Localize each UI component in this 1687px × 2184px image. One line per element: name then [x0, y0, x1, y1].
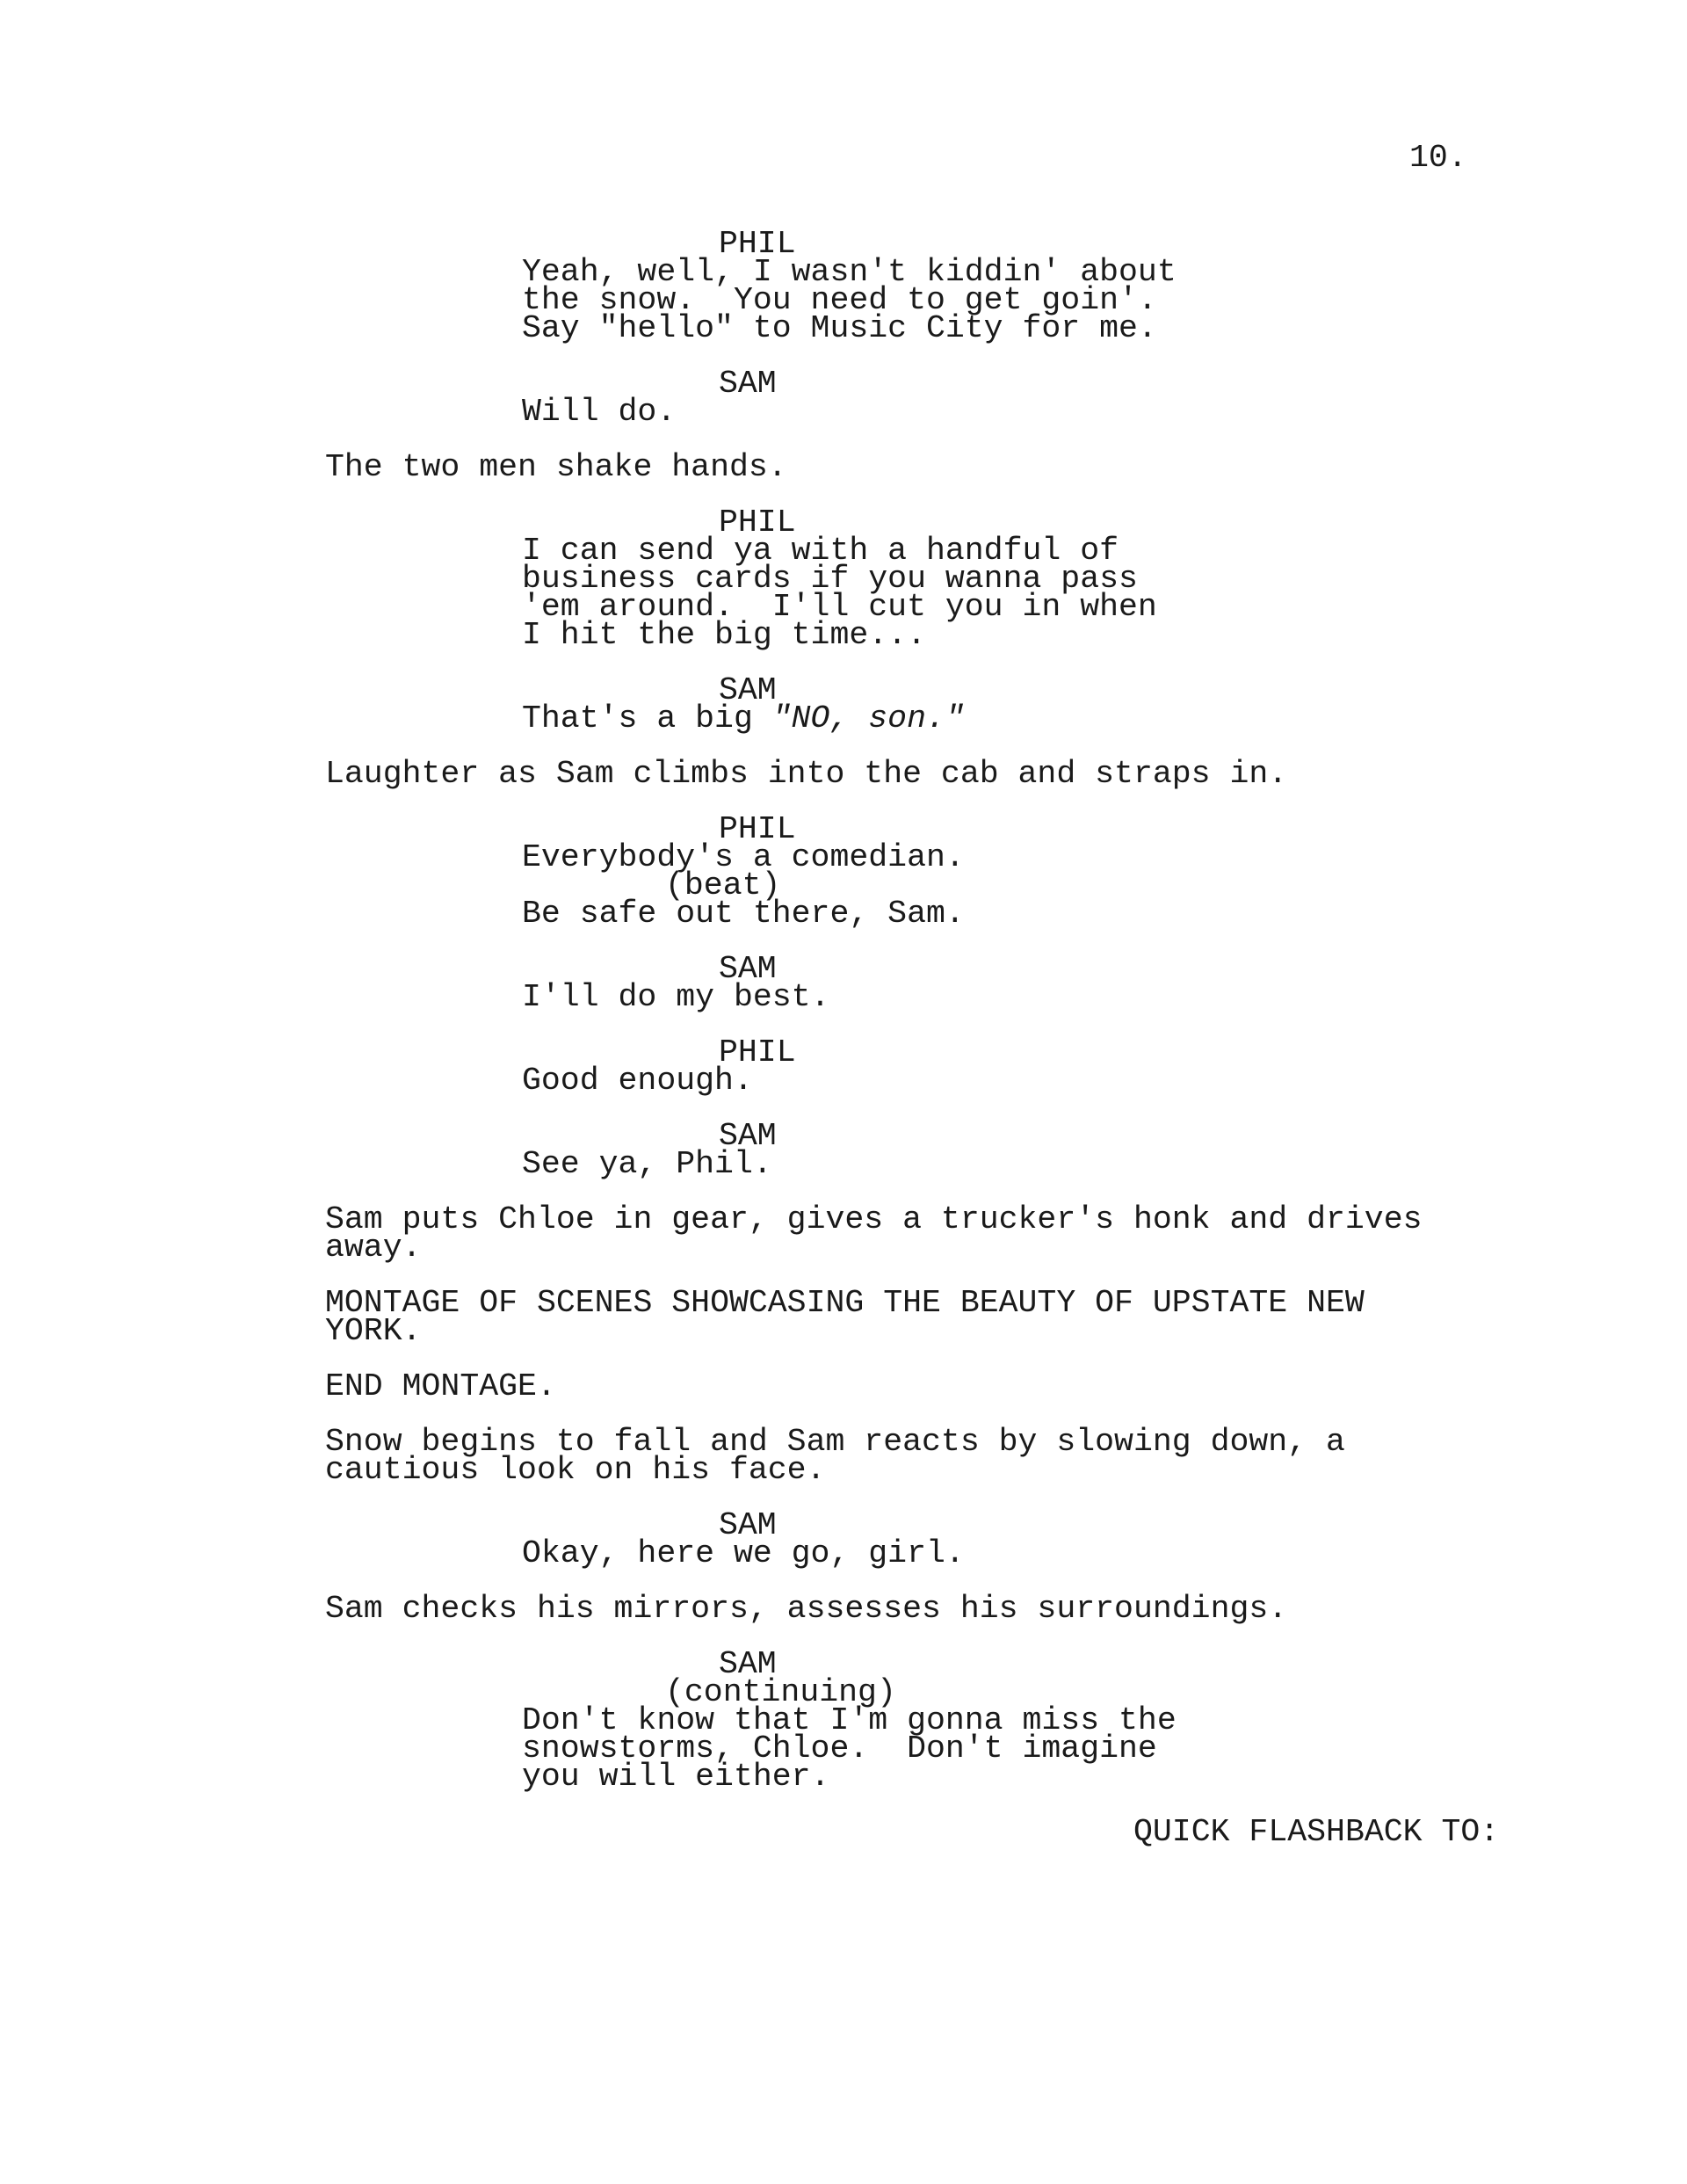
character-name: PHIL	[719, 226, 796, 262]
dialogue-line: I'll do my best.	[522, 979, 830, 1015]
character-name: SAM	[719, 1507, 777, 1543]
character-name: PHIL	[719, 504, 796, 541]
action-line: END MONTAGE.	[325, 1368, 556, 1404]
transition: QUICK FLASHBACK TO:	[1133, 1814, 1500, 1850]
action-line: Laughter as Sam climbs into the cab and straps in.	[325, 756, 1288, 792]
dialogue-line: Okay, here we go, girl.	[522, 1535, 965, 1571]
dialogue-line: I can send ya with a handful of	[522, 533, 1119, 569]
dialogue-line: Yeah, well, I wasn't kiddin' about	[522, 254, 1177, 290]
character-name: PHIL	[719, 811, 796, 847]
parenthetical: (continuing)	[665, 1674, 896, 1710]
dialogue-text: That's a big	[522, 700, 772, 736]
action-line: MONTAGE OF SCENES SHOWCASING THE BEAUTY OF UPSTATE NEW	[325, 1285, 1365, 1321]
dialogue-line: 'em around. I'll cut you in when	[522, 589, 1157, 625]
dialogue-line: snowstorms, Chloe. Don't imagine	[522, 1731, 1157, 1767]
dialogue-line: you will either.	[522, 1759, 830, 1795]
dialogue-line: business cards if you wanna pass	[522, 561, 1138, 597]
action-line: Sam puts Chloe in gear, gives a trucker's honk and drives	[325, 1201, 1423, 1237]
dialogue-line: Everybody's a comedian.	[522, 839, 965, 875]
dialogue-line: Will do.	[522, 394, 677, 430]
dialogue-emphasis: "NO, son."	[771, 700, 965, 736]
dialogue-line: Say "hello" to Music City for me.	[522, 310, 1157, 346]
action-line: Sam checks his mirrors, assesses his surroundings.	[325, 1591, 1288, 1627]
character-name: SAM	[719, 366, 777, 402]
page-number: 10.	[1409, 140, 1467, 176]
action-line: The two men shake hands.	[325, 449, 787, 485]
dialogue-line: Be safe out there, Sam.	[522, 896, 965, 932]
dialogue-line	[522, 700, 965, 736]
action-line: away.	[325, 1230, 422, 1266]
parenthetical: (beat)	[665, 867, 781, 903]
dialogue-line: I hit the big time...	[522, 617, 926, 653]
character-name: SAM	[719, 951, 777, 987]
dialogue-line: Good enough.	[522, 1063, 753, 1099]
character-name: SAM	[719, 1118, 777, 1154]
character-name: PHIL	[719, 1034, 796, 1070]
character-name: SAM	[719, 1646, 777, 1682]
action-line: cautious look on his face.	[325, 1452, 826, 1488]
action-line: YORK.	[325, 1313, 422, 1349]
dialogue-line: See ya, Phil.	[522, 1146, 772, 1182]
dialogue-line: Don't know that I'm gonna miss the	[522, 1702, 1177, 1738]
character-name: SAM	[719, 672, 777, 708]
dialogue-line: the snow. You need to get goin'.	[522, 282, 1157, 318]
action-line: Snow begins to fall and Sam reacts by slowing down, a	[325, 1424, 1345, 1460]
